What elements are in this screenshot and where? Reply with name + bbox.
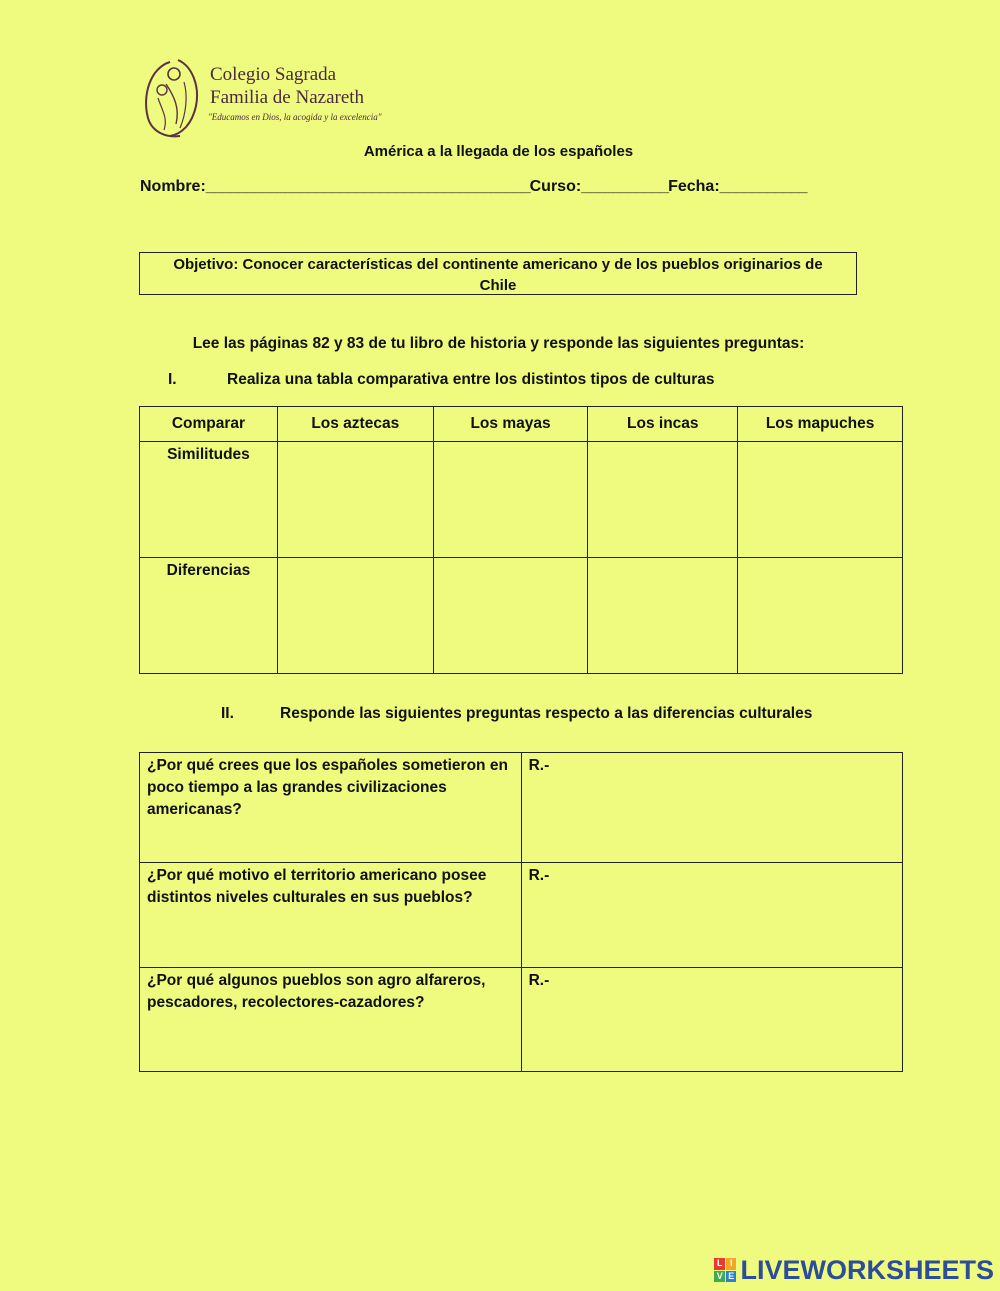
objective-box bbox=[139, 252, 857, 295]
badge-letter: E bbox=[726, 1271, 737, 1283]
liveworksheets-watermark bbox=[714, 1255, 994, 1285]
course-label: Curso: bbox=[529, 178, 582, 195]
liveworksheets-logo-icon bbox=[714, 1258, 736, 1282]
answer-cell-mayas-differences[interactable] bbox=[433, 558, 588, 674]
answer-cell-mapuches-similarities[interactable] bbox=[738, 442, 903, 558]
student-info-line bbox=[140, 178, 807, 196]
section-2-number: II. bbox=[221, 705, 234, 722]
question-row bbox=[140, 863, 903, 968]
answer-cell-aztecas-similarities[interactable] bbox=[277, 442, 433, 558]
differences-row bbox=[140, 558, 903, 674]
name-label: Nombre: bbox=[140, 178, 206, 195]
answer-cell[interactable]: R.- bbox=[521, 753, 902, 863]
questions-table bbox=[139, 752, 903, 1072]
header-cell-compare: Comparar bbox=[140, 407, 278, 442]
question-row bbox=[140, 968, 903, 1072]
answer-cell[interactable]: R.- bbox=[521, 863, 902, 968]
logo-school-name-line1: Colegio Sagrada bbox=[210, 64, 337, 85]
course-blank[interactable]: ___________ bbox=[581, 178, 669, 195]
answer-cell-mapuches-differences[interactable] bbox=[738, 558, 903, 674]
instructions-text: Lee las páginas 82 y 83 de tu libro de historia y responde las siguientes preguntas: bbox=[192, 335, 805, 352]
objective-line2: Chile bbox=[479, 277, 517, 294]
header-cell-incas: Los incas bbox=[588, 407, 738, 442]
answer-cell-mayas-similarities[interactable] bbox=[433, 442, 588, 558]
badge-letter: I bbox=[726, 1258, 737, 1270]
badge-letter: L bbox=[714, 1258, 725, 1270]
answer-cell[interactable]: R.- bbox=[521, 968, 902, 1072]
date-blank[interactable]: ___________ bbox=[719, 178, 807, 195]
school-logo bbox=[140, 56, 410, 142]
question-cell: ¿Por qué algunos pueblos son agro alfareros, pescadores, recolectores-cazadores? bbox=[140, 968, 522, 1072]
comparison-header-row bbox=[140, 407, 903, 442]
section-1-number: I. bbox=[168, 371, 177, 388]
row-label-differences: Diferencias bbox=[140, 558, 278, 674]
header-cell-mapuches: Los mapuches bbox=[738, 407, 903, 442]
document-title: América a la llegada de los españoles bbox=[363, 143, 634, 160]
logo-motto: "Educamos en Dios, la acogida y la excelencia" bbox=[208, 112, 382, 122]
name-blank[interactable]: _________________________________________ bbox=[205, 178, 530, 195]
question-cell: ¿Por qué motivo el territorio americano posee distintos niveles culturales en sus pueblos? bbox=[140, 863, 522, 968]
objective-line1: Objetivo: Conocer características del continente americano y de los pueblos originarios de bbox=[173, 256, 823, 273]
answer-cell-incas-similarities[interactable] bbox=[588, 442, 738, 558]
liveworksheets-wordmark: LIVEWORKSHEETS bbox=[740, 1254, 994, 1285]
holy-family-emblem-icon bbox=[140, 56, 210, 142]
badge-letter: V bbox=[714, 1271, 725, 1283]
question-cell: ¿Por qué crees que los españoles sometieron en poco tiempo a las grandes civilizaciones americanas? bbox=[140, 753, 522, 863]
answer-cell-aztecas-differences[interactable] bbox=[277, 558, 433, 674]
header-cell-mayas: Los mayas bbox=[433, 407, 588, 442]
logo-school-name-line2: Familia de Nazareth bbox=[210, 87, 365, 108]
date-label: Fecha: bbox=[668, 178, 720, 195]
section-1-text: Realiza una tabla comparativa entre los distintos tipos de culturas bbox=[227, 371, 715, 388]
header-cell-aztecas: Los aztecas bbox=[277, 407, 433, 442]
row-label-similarities: Similitudes bbox=[140, 442, 278, 558]
comparison-table bbox=[139, 406, 903, 674]
question-row bbox=[140, 753, 903, 863]
similarities-row bbox=[140, 442, 903, 558]
section-2-text: Responde las siguientes preguntas respecto a las diferencias culturales bbox=[280, 705, 813, 722]
answer-cell-incas-differences[interactable] bbox=[588, 558, 738, 674]
